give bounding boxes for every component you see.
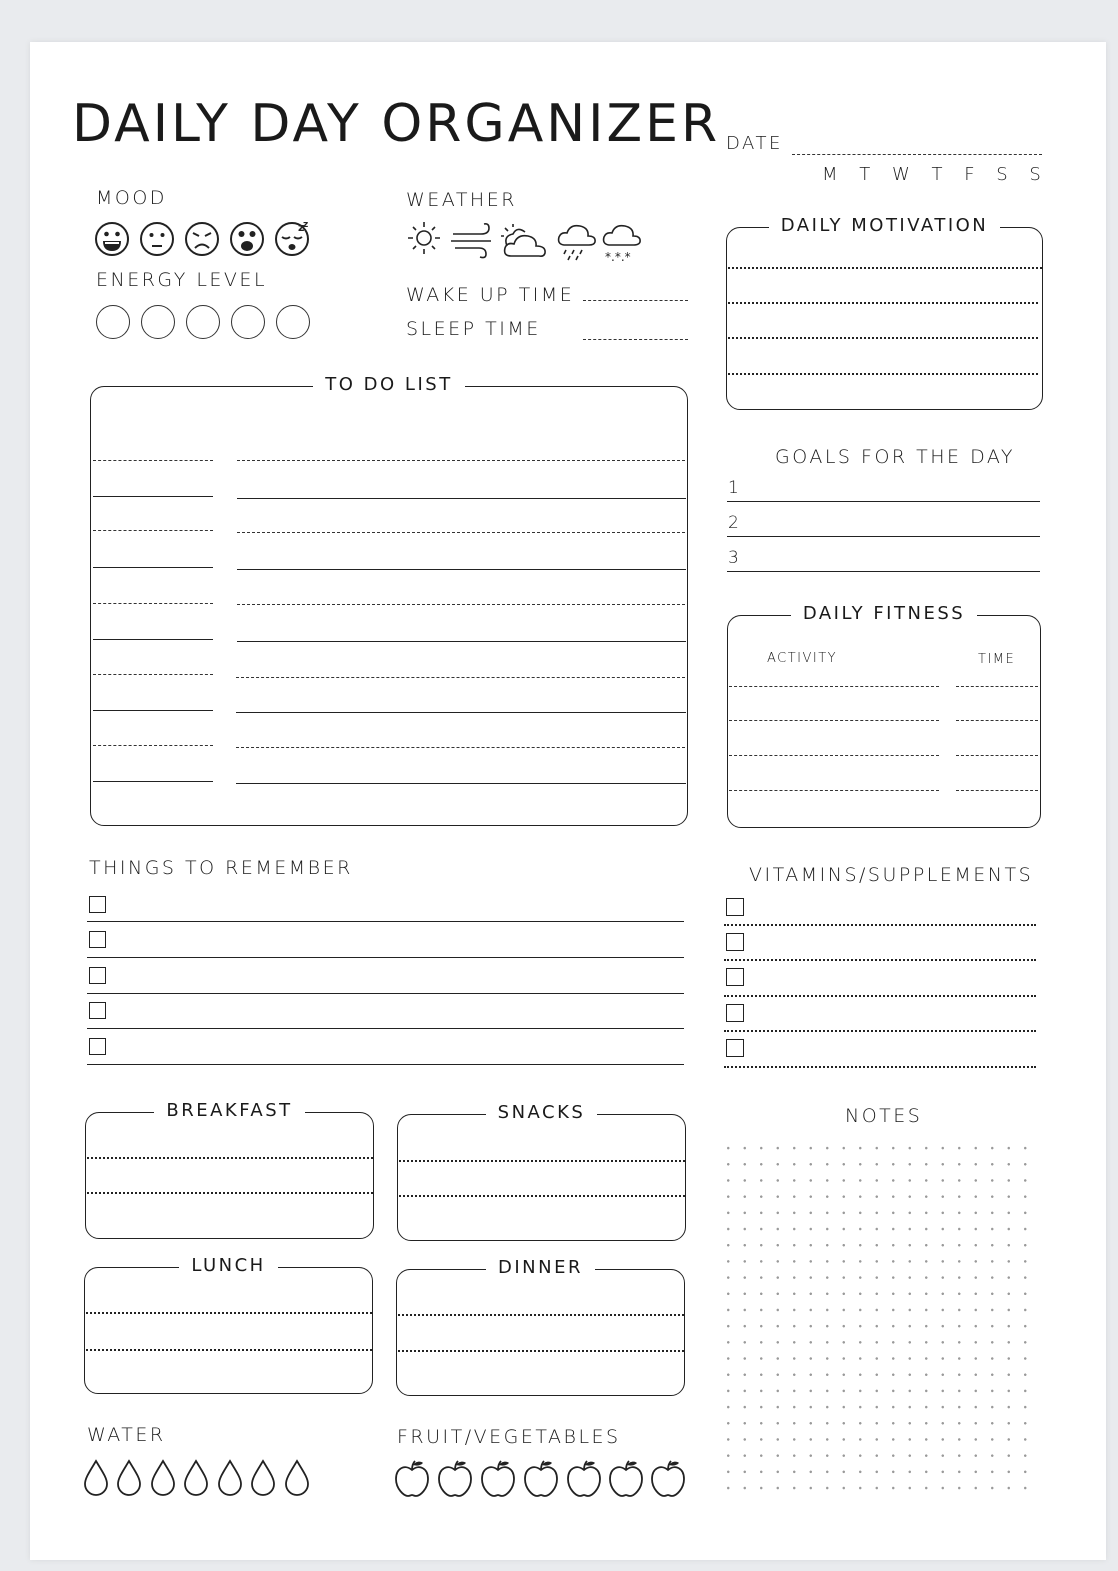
snacks-title: SNACKS (486, 1102, 598, 1123)
apple-icon[interactable] (396, 1461, 428, 1496)
todo-time-field[interactable] (93, 674, 213, 675)
todo-task-field[interactable] (236, 712, 686, 713)
goal-field[interactable] (727, 501, 1040, 502)
fitness-time-header: TIME (978, 652, 1016, 667)
todo-time-field[interactable] (93, 710, 213, 711)
notes-label: NOTES (845, 1105, 923, 1127)
weather-icons (406, 219, 646, 263)
sleep-field[interactable] (583, 339, 688, 340)
goal-field[interactable] (727, 536, 1040, 537)
snow-icon[interactable] (604, 226, 641, 264)
apple-icon[interactable] (568, 1461, 600, 1496)
weekday-selector[interactable]: M T W T F S S (822, 164, 1049, 185)
snacks-line[interactable] (399, 1160, 685, 1162)
remember-label: THINGS TO REMEMBER (89, 857, 353, 879)
todo-time-field[interactable] (93, 460, 213, 461)
apple-icon[interactable] (652, 1461, 684, 1496)
shocked-face-icon[interactable] (231, 223, 263, 255)
todo-task-field[interactable] (236, 747, 685, 748)
motivation-line[interactable] (728, 302, 1038, 304)
lunch-box (84, 1255, 373, 1394)
water-drop-icon[interactable] (185, 1461, 207, 1495)
rain-icon[interactable] (559, 226, 596, 260)
todo-time-field[interactable] (93, 567, 213, 568)
vitamin-line[interactable] (724, 1066, 1036, 1068)
daily-motivation-title: DAILY MOTIVATION (769, 215, 1001, 236)
goal-field[interactable] (727, 571, 1040, 572)
energy-circle[interactable] (276, 305, 310, 339)
svg-text:*.*.*: *.*.* (605, 250, 631, 264)
todo-time-field[interactable] (93, 530, 213, 531)
wake-up-label: WAKE UP TIME (406, 284, 575, 306)
water-drop-icon[interactable] (252, 1461, 274, 1495)
sad-face-icon[interactable] (186, 223, 218, 255)
daily-fitness-box (727, 603, 1041, 828)
remember-checkbox[interactable] (89, 1038, 106, 1055)
vitamin-line[interactable] (724, 959, 1036, 961)
remember-line[interactable] (87, 957, 684, 958)
fitness-activity-field[interactable] (729, 755, 939, 756)
fitness-time-field[interactable] (956, 686, 1038, 687)
remember-checkbox[interactable] (89, 931, 106, 948)
svg-text:z: z (303, 220, 309, 230)
apple-icon[interactable] (439, 1461, 471, 1496)
dinner-box (396, 1257, 685, 1396)
lunch-line[interactable] (86, 1312, 372, 1314)
apple-icon[interactable] (610, 1461, 642, 1496)
motivation-line[interactable] (728, 267, 1042, 269)
wind-icon[interactable] (451, 224, 491, 258)
todo-task-field[interactable] (237, 569, 686, 570)
vitamin-checkbox[interactable] (726, 933, 744, 951)
water-drop-icon[interactable] (286, 1461, 308, 1495)
breakfast-title: BREAKFAST (154, 1100, 304, 1121)
todo-task-field[interactable] (237, 604, 685, 605)
todo-task-field[interactable] (237, 532, 685, 533)
todo-task-field[interactable] (237, 641, 686, 642)
todo-time-field[interactable] (93, 496, 213, 497)
breakfast-line[interactable] (87, 1192, 373, 1194)
daily-fitness-title: DAILY FITNESS (791, 603, 977, 624)
water-drop-icon[interactable] (118, 1461, 140, 1495)
vitamins-label: VITAMINS/SUPPLEMENTS (749, 864, 1034, 886)
snacks-box (397, 1102, 686, 1241)
fitness-time-field[interactable] (956, 755, 1038, 756)
remember-checkbox[interactable] (89, 896, 106, 913)
sleeping-face-icon[interactable] (276, 220, 308, 255)
mood-label: MOOD (96, 187, 167, 209)
todo-title: TO DO LIST (313, 374, 464, 395)
energy-circle[interactable] (141, 305, 175, 339)
todo-time-field[interactable] (93, 745, 213, 746)
todo-task-field[interactable] (236, 783, 686, 784)
date-label: DATE (726, 133, 783, 154)
goal-number: 3 (728, 548, 739, 568)
remember-checkbox[interactable] (89, 1002, 106, 1019)
vitamin-line[interactable] (724, 924, 1036, 926)
vitamin-checkbox[interactable] (726, 898, 744, 916)
goal-number: 1 (728, 478, 739, 498)
vitamin-checkbox[interactable] (726, 968, 744, 986)
date-field[interactable] (792, 154, 1042, 155)
apple-icon[interactable] (482, 1461, 514, 1496)
water-drop-icon[interactable] (152, 1461, 174, 1495)
todo-task-field[interactable] (237, 498, 686, 499)
energy-circle[interactable] (96, 305, 130, 339)
dinner-line[interactable] (398, 1314, 684, 1316)
fitness-activity-field[interactable] (729, 720, 939, 721)
fitness-time-field[interactable] (956, 720, 1038, 721)
todo-time-field[interactable] (93, 639, 213, 640)
fitness-activity-field[interactable] (729, 686, 939, 687)
motivation-line[interactable] (728, 373, 1038, 375)
todo-time-field[interactable] (93, 603, 213, 604)
dinner-line[interactable] (398, 1350, 684, 1352)
goal-number: 2 (728, 513, 739, 533)
remember-checkbox[interactable] (89, 967, 106, 984)
breakfast-line[interactable] (87, 1157, 373, 1159)
fitness-activity-header: ACTIVITY (767, 651, 838, 666)
fitness-activity-field[interactable] (729, 790, 939, 791)
energy-circle[interactable] (186, 305, 220, 339)
wake-up-field[interactable] (583, 300, 688, 301)
water-label: WATER (87, 1424, 166, 1446)
water-tracker (84, 1459, 314, 1497)
page-title: DAILY DAY ORGANIZER (72, 94, 721, 154)
neutral-face-icon[interactable] (141, 223, 173, 255)
todo-task-field[interactable] (236, 677, 685, 678)
remember-line[interactable] (87, 921, 684, 922)
water-drop-icon[interactable] (219, 1461, 241, 1495)
todo-box (90, 374, 688, 826)
notes-dot-grid[interactable] (720, 1140, 1036, 1500)
daily-motivation-box (726, 215, 1043, 410)
fruit-label: FRUIT/VEGETABLES (397, 1426, 621, 1448)
fruit-tracker (395, 1460, 687, 1500)
dinner-title: DINNER (486, 1257, 595, 1278)
lunch-title: LUNCH (179, 1255, 277, 1276)
energy-label: ENERGY LEVEL (96, 269, 268, 291)
snacks-line[interactable] (399, 1195, 685, 1197)
todo-time-field[interactable] (93, 781, 213, 782)
vitamin-checkbox[interactable] (726, 1004, 744, 1022)
vitamin-line[interactable] (724, 995, 1036, 997)
water-drop-icon[interactable] (85, 1461, 107, 1495)
apple-icon[interactable] (525, 1461, 557, 1496)
goals-label: GOALS FOR THE DAY (775, 446, 1016, 468)
energy-circle[interactable] (231, 305, 265, 339)
motivation-line[interactable] (728, 337, 1038, 339)
vitamin-line[interactable] (724, 1030, 1036, 1032)
mood-icons (94, 221, 324, 261)
breakfast-box (85, 1100, 374, 1239)
svg-text:z: z (298, 221, 305, 234)
weather-label: WEATHER (406, 189, 517, 211)
lunch-line[interactable] (86, 1349, 372, 1351)
remember-line[interactable] (87, 993, 684, 994)
remember-line[interactable] (87, 1064, 684, 1065)
sleep-label: SLEEP TIME (406, 318, 541, 340)
remember-line[interactable] (87, 1028, 684, 1029)
partly-cloudy-icon[interactable] (501, 224, 545, 256)
todo-task-field[interactable] (237, 460, 685, 461)
vitamin-checkbox[interactable] (726, 1039, 744, 1057)
fitness-time-field[interactable] (956, 790, 1038, 791)
sun-icon[interactable] (408, 222, 440, 254)
grinning-face-icon[interactable] (96, 223, 128, 255)
